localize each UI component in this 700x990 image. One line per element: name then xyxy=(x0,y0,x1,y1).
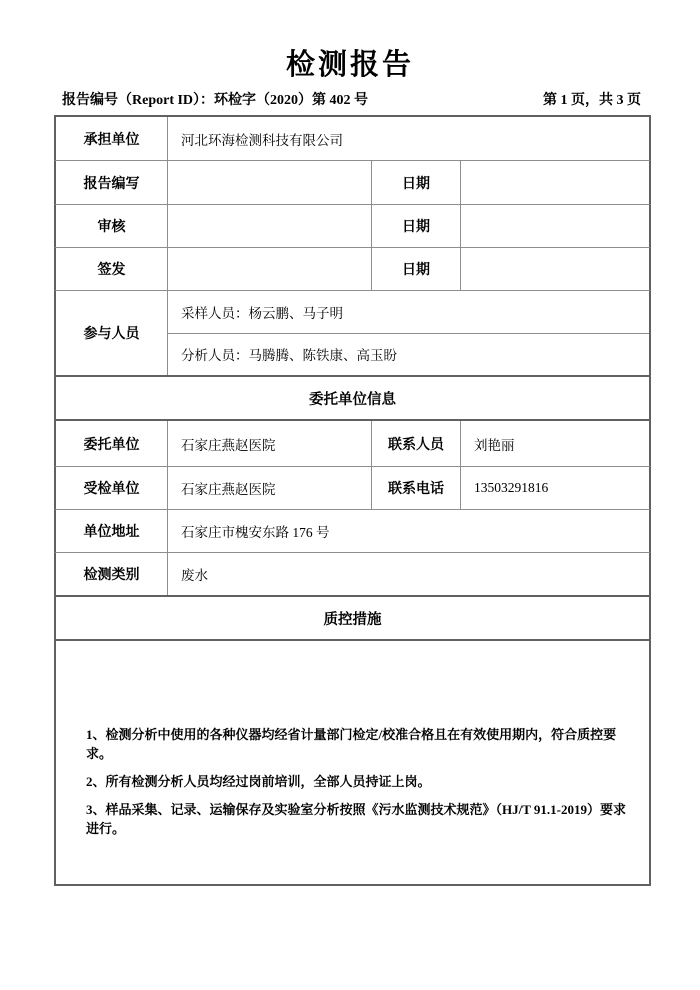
test-category-row xyxy=(54,552,651,595)
issuer-date-value xyxy=(460,248,649,290)
report-meta-line xyxy=(62,89,641,109)
client-label: 委托单位 xyxy=(83,435,140,452)
reviewer-label: 审核 xyxy=(97,218,126,234)
test-category-value: 废水 xyxy=(167,553,649,595)
undertaker-value: 河北环海检测科技有限公司 xyxy=(167,117,649,160)
test-category-label: 检测类别 xyxy=(83,566,140,582)
report-writer-label: 报告编写 xyxy=(83,174,140,191)
inspected-unit-label: 受检单位 xyxy=(83,480,140,496)
participants-label: 参与人员 xyxy=(83,325,140,341)
client-info-section-header-row xyxy=(54,375,651,421)
contact-phone-value: 13503291816 xyxy=(460,467,649,509)
qc-measure-item: 2、所有检测分析人员均经过岗前培训，全部人员持证上岗。 xyxy=(86,774,431,789)
qc-measures-list xyxy=(56,641,649,884)
participants-row xyxy=(54,290,651,375)
report-writer-date-label: 日期 xyxy=(371,161,460,204)
report-writer-value xyxy=(167,161,371,204)
contact-person-value: 刘艳丽 xyxy=(460,421,649,466)
address-row xyxy=(54,509,651,552)
contact-phone-label: 联系电话 xyxy=(371,467,460,509)
qc-section-title: 质控措施 xyxy=(323,611,382,628)
issuer-label: 签发 xyxy=(97,261,126,277)
reviewer-row xyxy=(54,204,651,247)
page-title: 检测报告 xyxy=(285,49,414,81)
undertaker-row xyxy=(54,115,651,160)
client-row xyxy=(54,421,651,466)
participants-values xyxy=(167,291,649,375)
inspected-unit-value: 石家庄燕赵医院 xyxy=(167,467,371,509)
client-value: 石家庄燕赵医院 xyxy=(167,421,371,466)
undertaker-label: 承担单位 xyxy=(83,130,140,147)
reviewer-date-label: 日期 xyxy=(371,205,460,247)
address-value: 石家庄市槐安东路 176 号 xyxy=(167,510,649,552)
sampling-personnel: 采样人员：杨云鹏、马子明 xyxy=(181,305,343,321)
qc-section-header-row xyxy=(54,595,651,641)
report-table xyxy=(54,115,651,886)
report-writer-date-value xyxy=(460,161,649,204)
contact-person-label: 联系人员 xyxy=(371,421,460,466)
qc-measure-item: 3、样品采集、记录、运输保存及实验室分析按照《污水监测技术规范》（HJ/T 91.1-2019）要求进行。 xyxy=(86,802,626,836)
report-writer-row xyxy=(54,160,651,204)
page-indicator: 第 1 页，共 3 页 xyxy=(543,93,641,108)
issuer-value xyxy=(167,248,371,290)
qc-content-row xyxy=(54,641,651,886)
report-number: 报告编号（Report ID）：环检字（2020）第 402 号 xyxy=(62,93,369,108)
client-info-section-title: 委托单位信息 xyxy=(309,391,396,408)
analysis-personnel: 分析人员：马腾腾、陈铁康、高玉盼 xyxy=(168,333,649,376)
issuer-date-label: 日期 xyxy=(371,248,460,290)
reviewer-date-value xyxy=(460,205,649,247)
reviewer-value xyxy=(167,205,371,247)
address-label: 单位地址 xyxy=(83,523,140,539)
qc-measure-item: 1、检测分析中使用的各种仪器均经省计量部门检定/校准合格且在有效使用期内，符合质控要求。 xyxy=(86,727,617,761)
issuer-row xyxy=(54,247,651,290)
inspected-unit-row xyxy=(54,466,651,509)
